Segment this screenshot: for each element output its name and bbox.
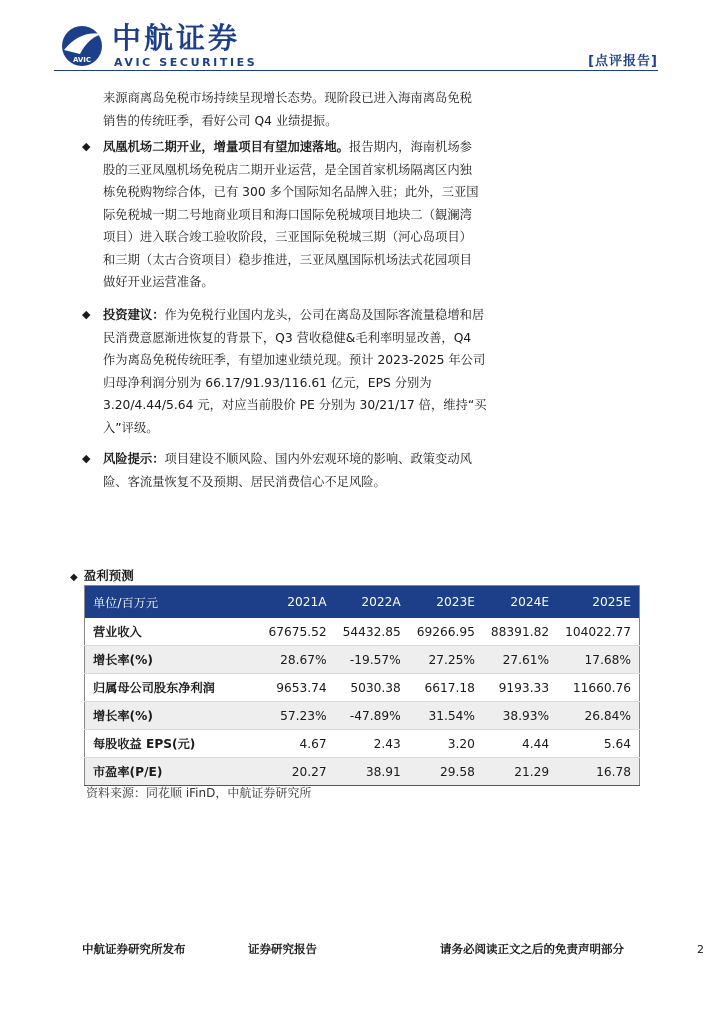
paragraph-risk-warning bbox=[82, 448, 502, 493]
column-header: 2021A bbox=[260, 586, 334, 619]
table-row bbox=[85, 674, 640, 702]
text-line: 民消费意愿渐进恢复的背景下，Q3 营收稳健&毛利率明显改善，Q4 bbox=[103, 330, 472, 345]
report-type-tag: [点评报告] bbox=[588, 54, 658, 69]
column-header: 单位/百万元 bbox=[85, 586, 261, 619]
footer-report-type: 证券研究报告 bbox=[248, 942, 317, 956]
paragraph-continuation bbox=[82, 87, 502, 132]
header-divider bbox=[54, 70, 658, 71]
text-line: 入”评级。 bbox=[103, 420, 159, 435]
table-cell: 20.27 bbox=[260, 758, 334, 786]
table-cell: 9193.33 bbox=[483, 674, 557, 702]
text-line: 凤凰机场二期开业，增量项目有望加速落地。报告期内，海南机场参 bbox=[103, 140, 472, 154]
table-cell: 4.67 bbox=[260, 730, 334, 758]
page-number: 2 bbox=[697, 943, 704, 956]
table-row bbox=[85, 646, 640, 674]
table-cell: 67675.52 bbox=[260, 618, 334, 646]
table-cell: 9653.74 bbox=[260, 674, 334, 702]
avic-logo-icon bbox=[58, 24, 106, 68]
table-row bbox=[85, 618, 640, 646]
row-label: 每股收益 EPS(元) bbox=[85, 730, 261, 758]
text-line: 险、客流量恢复不及预期、居民消费信心不足风险。 bbox=[103, 474, 386, 489]
row-label: 归属母公司股东净利润 bbox=[85, 674, 261, 702]
bullet-diamond-icon: ◆ bbox=[82, 308, 91, 321]
text-line: 3.20/4.44/5.64 元，对应当前股价 PE 分别为 30/21/17 倍，维持“买 bbox=[103, 398, 487, 412]
column-header: 2022A bbox=[335, 586, 409, 619]
table-cell: 26.84% bbox=[557, 702, 639, 730]
table-cell: 3.20 bbox=[409, 730, 483, 758]
table-row bbox=[85, 730, 640, 758]
text-line: 投资建议：作为免税行业国内龙头，公司在离岛及国际客流量稳增和居 bbox=[103, 308, 485, 322]
table-cell: 16.78 bbox=[557, 758, 639, 786]
column-header: 2023E bbox=[409, 586, 483, 619]
text-line: 栋免税购物综合体，已有 300 多个国际知名品牌入驻；此外，三亚国 bbox=[103, 185, 479, 199]
table-cell: 54432.85 bbox=[335, 618, 409, 646]
bullet-diamond-icon: ◆ bbox=[70, 572, 78, 583]
table-cell: 38.93% bbox=[483, 702, 557, 730]
text-line: 股的三亚凤凰机场免税店二期开业运营，是全国首家机场隔离区内独 bbox=[103, 162, 472, 177]
row-label: 营业收入 bbox=[85, 618, 261, 646]
table-cell: 2.43 bbox=[335, 730, 409, 758]
table-cell: 5030.38 bbox=[335, 674, 409, 702]
text-line: 来源商离岛免税市场持续呈现增长态势。现阶段已进入海南离岛免税 bbox=[103, 91, 472, 105]
table-cell: 27.61% bbox=[483, 646, 557, 674]
table-cell: 69266.95 bbox=[409, 618, 483, 646]
column-header: 2025E bbox=[557, 586, 639, 619]
table-row bbox=[85, 702, 640, 730]
table-cell: -19.57% bbox=[335, 646, 409, 674]
footer-publisher: 中航证券研究所发布 bbox=[82, 942, 186, 956]
paragraph-airport-phase2 bbox=[82, 136, 502, 294]
text-line: 项目）进入联合竣工验收阶段，三亚国际免税城三期（河心岛项目） bbox=[103, 230, 472, 244]
table-heading: ◆ 盈利预测 bbox=[70, 568, 134, 583]
row-label: 增长率(%) bbox=[85, 702, 261, 730]
table-cell: 31.54% bbox=[409, 702, 483, 730]
bullet-diamond-icon: ◆ bbox=[82, 140, 91, 153]
table-cell: 5.64 bbox=[557, 730, 639, 758]
table-cell: 21.29 bbox=[483, 758, 557, 786]
brand-name-cn: 中航证券 bbox=[112, 21, 241, 55]
table-row bbox=[85, 758, 640, 786]
table-cell: 104022.77 bbox=[557, 618, 639, 646]
table-header-row bbox=[85, 586, 640, 619]
bullet-diamond-icon: ◆ bbox=[82, 452, 91, 465]
footer-disclaimer-note: 请务必阅读正文之后的免责声明部分 bbox=[440, 942, 624, 956]
earnings-forecast-table bbox=[84, 585, 640, 786]
brand-name-en: AVIC SECURITIES bbox=[114, 56, 258, 69]
table-source-note: 资料来源：同花顺 iFinD，中航证券研究所 bbox=[86, 786, 312, 800]
text-line: 际免税城一期二号地商业项目和海口国际免税城项目地块二（観澜湾 bbox=[103, 207, 472, 222]
table-cell: 88391.82 bbox=[483, 618, 557, 646]
text-line: 做好开业运营准备。 bbox=[103, 275, 214, 289]
table-cell: 6617.18 bbox=[409, 674, 483, 702]
row-label: 增长率(%) bbox=[85, 646, 261, 674]
table-cell: 28.67% bbox=[260, 646, 334, 674]
text-line: 和三期（太古合资项目）稳步推进，三亚凤凰国际机场法式花园项目 bbox=[103, 252, 472, 267]
paragraph-investment-advice bbox=[82, 304, 502, 439]
text-line: 作为离岛免税传统旺季，有望加速业绩兑现。预计 2023-2025 年公司 bbox=[103, 353, 486, 367]
text-line: 风险提示：项目建设不顺风险、国内外宏观环境的影响、政策变动风 bbox=[103, 452, 472, 466]
column-header: 2024E bbox=[483, 586, 557, 619]
text-line: 销售的传统旺季，看好公司 Q4 业绩提振。 bbox=[103, 113, 338, 128]
table-cell: 11660.76 bbox=[557, 674, 639, 702]
table-cell: 38.91 bbox=[335, 758, 409, 786]
table-cell: 4.44 bbox=[483, 730, 557, 758]
row-label: 市盈率(P/E) bbox=[85, 758, 261, 786]
table-cell: 57.23% bbox=[260, 702, 334, 730]
table-cell: 29.58 bbox=[409, 758, 483, 786]
logo-text: AVIC bbox=[72, 56, 92, 64]
text-line: 归母净利润分别为 66.17/91.93/116.61 亿元，EPS 分别为 bbox=[103, 375, 432, 390]
table-cell: 17.68% bbox=[557, 646, 639, 674]
table-cell: 27.25% bbox=[409, 646, 483, 674]
table-cell: -47.89% bbox=[335, 702, 409, 730]
